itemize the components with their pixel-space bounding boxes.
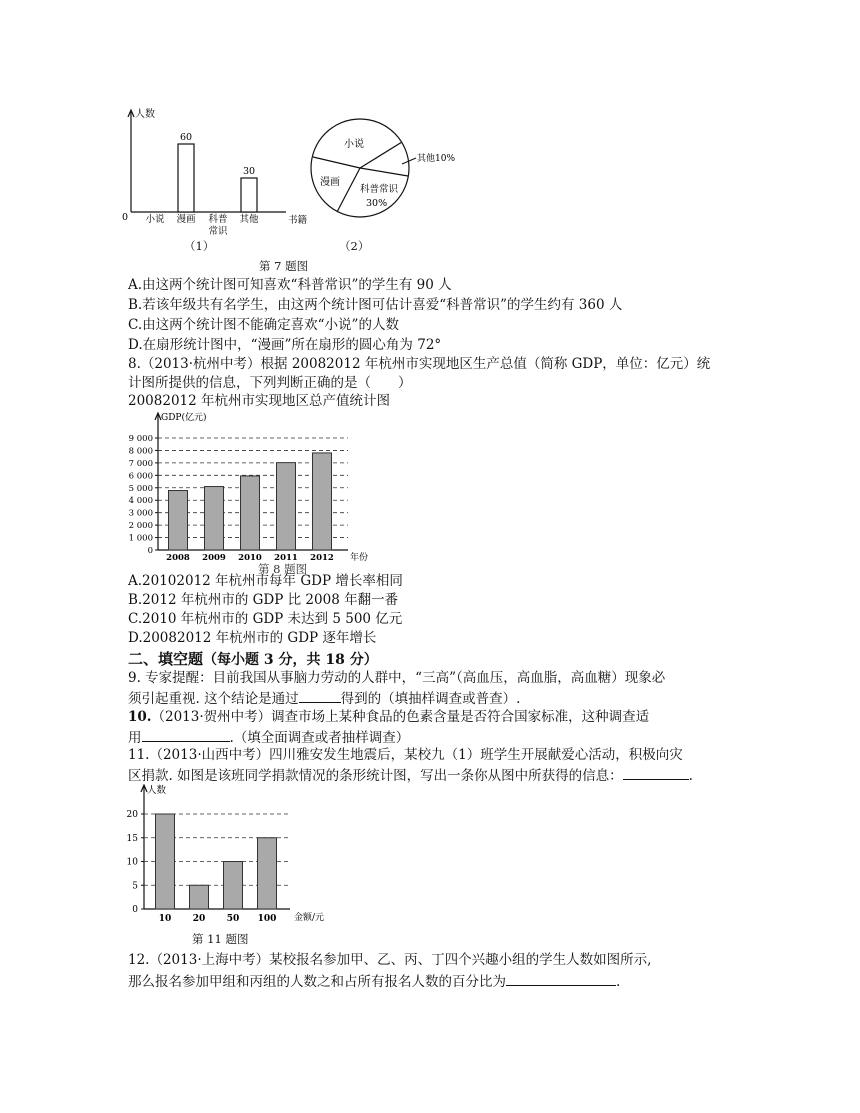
y-tick-label: 6 000 (128, 471, 153, 482)
q8-option-d: D.20082012 年杭州市的 GDP 逐年增长 (128, 630, 377, 646)
q8-option-c: C.2010 年杭州市的 GDP 未达到 5 500 亿元 (128, 611, 403, 627)
bar-10 (156, 814, 175, 909)
q9-stem-line2 (128, 688, 520, 708)
bar-漫画 (178, 144, 194, 212)
section2-title: 二、填空题 (128, 650, 204, 668)
q9-answer-blank[interactable] (299, 688, 341, 703)
y-axis-label: 人数 (147, 785, 167, 796)
bar-2008 (169, 491, 188, 550)
q12-text-a: 那么报名参加甲组和丙组的人数之和占所有报名人数的百分比为 (128, 974, 506, 990)
q10-stem-line2 (128, 727, 409, 747)
fig7-sub2-label: （2） (339, 239, 370, 253)
y-tick-label: 10 (126, 857, 138, 868)
y-tick-label: 20 (126, 810, 138, 820)
q8-caption: 第 8 题图 (258, 562, 308, 576)
x-tick-label: 常识 (208, 226, 228, 237)
q10-text-a: 用 (128, 730, 142, 746)
pie-label-other: 其他10% (417, 154, 456, 164)
donation-bar-chart (118, 784, 358, 926)
bar-50 (224, 862, 243, 910)
q7-option-a: A.由这两个统计图可知喜欢“科普常识”的学生有 90 人 (128, 277, 452, 293)
bar-2011 (277, 463, 296, 550)
bar-20 (190, 885, 209, 909)
y-tick-label: 4 000 (128, 496, 153, 507)
y-tick-label: 5 000 (128, 483, 153, 494)
q8-option-a: A.20102012 年杭州市每年 GDP 增长率相同 (128, 573, 403, 589)
y-tick-label: 8 000 (128, 446, 153, 457)
bar-value-label: 30 (242, 166, 256, 177)
y-tick-label: 7 000 (128, 458, 153, 469)
x-tick-label: 其他 (239, 214, 259, 225)
q8-chart-title: 20082012 年杭州市实现地区总产值统计图 (128, 393, 391, 409)
fig7-pie-chart (300, 112, 470, 230)
q11-stem-line1: 11.（2013·山西中考）四川雅安发生地震后，某校九（1）班学生开展献爱心活动，积极向灾 (128, 747, 683, 763)
q7-option-c: C.由这两个统计图不能确定喜欢“小说”的人数 (128, 317, 399, 333)
y-axis-label: 人数 (135, 109, 155, 120)
fig7-bar-chart (118, 100, 318, 240)
fig7-sub1-label: （1） (184, 239, 215, 253)
x-axis-label: 年份 (350, 553, 369, 563)
x-tick-label: 20 (192, 914, 206, 924)
x-tick-label: 科普 (208, 214, 228, 225)
x-tick-label: 100 (257, 914, 277, 924)
bar-2010 (241, 476, 260, 550)
q7-option-d: D.在扇形统计图中，“漫画”所在扇形的圆心角为 72° (128, 337, 442, 353)
bar-value-label: 60 (179, 132, 193, 143)
pie-label-comic: 漫画 (320, 177, 340, 188)
q9-stem-line1: 9. 专家提醒：目前我国从事脑力劳动的人群中，“三高”（高血压，高血脂，高血糖）现象必 (128, 670, 666, 686)
q12-answer-blank[interactable] (506, 971, 616, 986)
q9-text-b: 得到的（填抽样调查或普查）. (340, 691, 521, 707)
x-tick-label: 2008 (166, 553, 190, 563)
q10-answer-blank[interactable] (142, 727, 230, 742)
q8-stem-line1: 8.（2013·杭州中考）根据 20082012 年杭州市实现地区生产总值（简称 GDP，单位：亿元）统 (128, 356, 711, 372)
q11-text-b: . (688, 768, 693, 784)
q12-stem-line2 (128, 971, 620, 991)
x-tick-label: 漫画 (176, 214, 196, 225)
x-tick-label: 小说 (145, 214, 165, 225)
q10-text-b: .（填全面调查或者抽样调查） (229, 730, 410, 746)
q8-option-b: B.2012 年杭州市的 GDP 比 2008 年翻一番 (128, 592, 399, 608)
section2-heading (128, 648, 378, 669)
q12-stem-line1: 12.（2013·上海中考）某校报名参加甲、乙、丙、丁四个兴趣小组的学生人数如图所示, (128, 952, 652, 968)
q9-text-a: 须引起重视. 这个结论是通过 (128, 691, 299, 707)
bar-2012 (313, 453, 332, 550)
x-tick-label: 50 (226, 914, 240, 924)
pie-divider (360, 168, 408, 176)
x-tick-label: 2011 (274, 553, 298, 563)
pie-divider (313, 157, 360, 168)
origin-label: 0 (122, 212, 129, 223)
pie-divider (337, 168, 360, 212)
x-tick-label: 2012 (310, 553, 334, 563)
x-tick-label: 10 (158, 914, 172, 924)
fig7-caption: 第 7 题图 (259, 259, 309, 273)
gdp-bar-chart (104, 410, 394, 570)
x-tick-label: 2010 (238, 553, 262, 563)
pie-divider (360, 142, 402, 168)
y-tick-label: 2 000 (128, 521, 153, 532)
q11-answer-blank[interactable] (623, 765, 689, 780)
y-tick-label: 0 (132, 905, 138, 915)
bar-100 (258, 838, 277, 909)
y-axis-label: GDP(亿元) (161, 413, 207, 423)
x-axis-label: 书籍 (288, 215, 308, 226)
q10-text: （2013·贺州中考）调查市场上某种食品的色素含量是否符合国家标准，这种调查适 (151, 709, 650, 725)
q11-text-a: 区捐款. 如图是该班同学捐款情况的条形统计图，写出一条你从图中所获得的信息： (128, 768, 623, 784)
q7-option-b: B.若该年级共有名学生，由这两个统计图可估计喜爱“科普常识”的学生约有 360 人 (128, 297, 623, 313)
y-tick-label: 9 000 (128, 434, 153, 444)
section2-note: （每小题 3 分，共 18 分） (203, 652, 378, 668)
q11-caption: 第 11 题图 (192, 932, 249, 946)
y-tick-label: 15 (126, 833, 138, 844)
q10-stem-line1 (128, 708, 649, 726)
y-tick-label: 0 (147, 546, 153, 556)
pie-label-science: 科普常识 (360, 184, 399, 195)
y-tick-label: 5 (132, 881, 138, 892)
bar-2009 (205, 487, 224, 550)
x-axis-label: 金额/元 (294, 913, 325, 923)
y-tick-label: 3 000 (128, 508, 153, 519)
q8-stem-line2: 计图所提供的信息，下列判断正确的是（ ） (128, 375, 412, 391)
q11-stem-line2 (128, 765, 693, 785)
q12-text-b: . (616, 974, 621, 990)
q10-number: 10. (128, 709, 152, 725)
bar-其他 (241, 178, 257, 212)
pie-label-novel: 小说 (344, 139, 364, 150)
y-tick-label: 1 000 (128, 533, 153, 544)
pie-label-science-pct: 30% (366, 198, 388, 209)
x-tick-label: 2009 (202, 553, 226, 563)
